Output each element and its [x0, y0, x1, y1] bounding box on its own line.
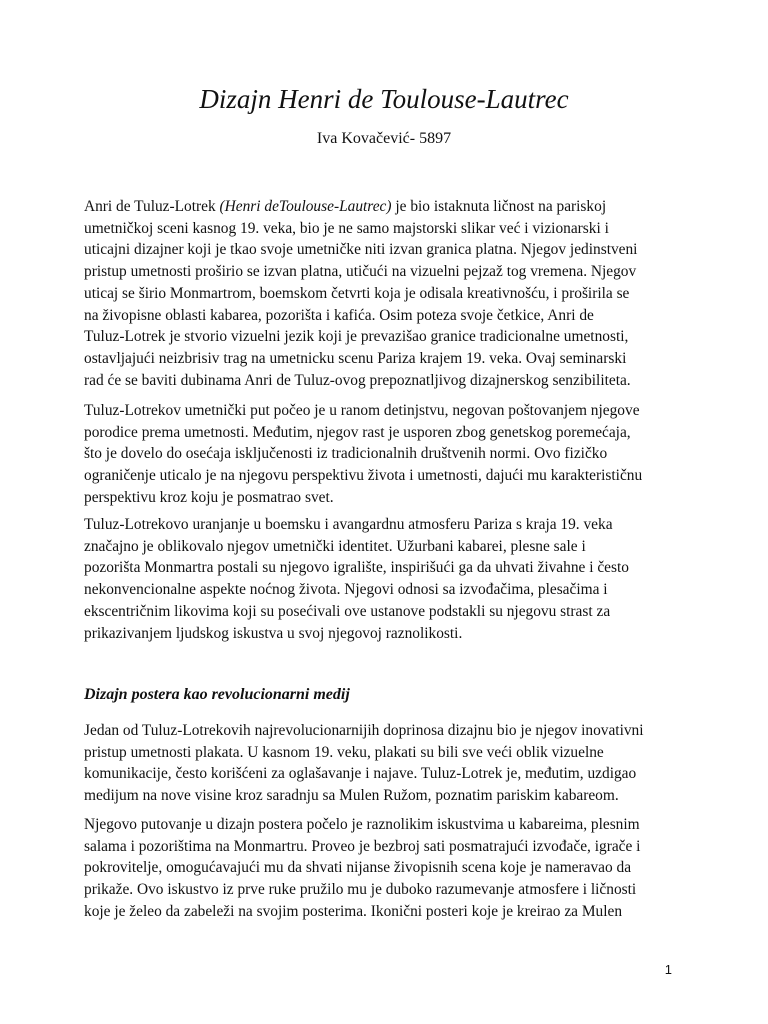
text-line: ostavljajući neizbrisiv trag na umetnicku scenu Pariza krajem 19. veka. Ovaj seminarski — [84, 349, 627, 367]
text-line: ograničenje uticalo je na njegovu perspektivu života i umetnosti, dajući mu karakterističnu — [84, 467, 643, 485]
page-number: 1 — [664, 962, 672, 977]
paragraph-poster-design — [84, 720, 686, 807]
text-line: komunikacije, često korišćeni za oglašavanje i najave. Tuluz-Lotrek je, međutim, uzdigao — [84, 765, 637, 783]
text-line: Anri de Tuluz-Lotrek (Henri deToulouse-Lautrec) je bio istaknuta ličnost na pariskoj — [84, 198, 607, 215]
section-heading: Dizajn postera kao revolucionarni medij — [84, 686, 350, 703]
text-line: porodice prema umetnosti. Međutim, njegov rast je usporen zbog genetskog poremećaja, — [84, 423, 631, 441]
text-line: prikaže. Ovo iskustvo iz prve ruke pružilo mu je duboko razumevanje atmosfere i ličnosti — [84, 881, 637, 899]
text-line: salama i pozorištima na Monmartru. Proveo je bezbroj sati posmatrajući izvođače, igrače i — [84, 837, 641, 855]
text-line: na živopisne oblasti kabarea, pozorišta i kafića. Osim poteza svoje četkice, Anri de — [84, 306, 594, 324]
text-line: što je dovelo do osećaja isključenosti iz tradicionalnih društvenih normi. Ovo fizičko — [84, 445, 608, 463]
text-line: Tuluz-Lotrekovo uranjanje u boemsku i avangardnu atmosferu Pariza s kraja 19. veka — [84, 516, 613, 533]
text-line: perspektivu kroz koju je posmatrao svet. — [84, 488, 334, 506]
text-line: Tuluz-Lotrekov umetnički put počeo je u ranom detinjstvu, negovan poštovanjem njegove — [84, 402, 640, 419]
text-line: uticajni dizajner koji je tkao svoje umetničke niti izvan granica platna. Njegov jedinstveni — [84, 241, 638, 259]
text-line: Njegovo putovanje u dizajn postera počelo je raznolikim iskustvima u kabareima, plesnim — [84, 816, 640, 833]
text-line: pristup umetnosti proširio se izvan platna, utičući na vizuelni pejzaž tog vremena. Njegov — [84, 263, 637, 281]
paragraph-early-life — [84, 400, 686, 509]
text-line: koje je želeo da zabeleži na svojim posterima. Ikonični posteri koje je kreirao za Mulen — [84, 902, 623, 920]
paragraph-intro — [84, 196, 686, 391]
text-line: pristup umetnosti plakata. U kasnom 19. veku, plakati su bili sve veći oblik vizuelne — [84, 743, 604, 761]
document-title: Dizajn Henri de Toulouse-Lautrec — [199, 84, 569, 114]
paragraph-bohemian-paris — [84, 514, 686, 644]
text-line: značajno je oblikovalo njegov umetnički identitet. Užurbani kabarei, plesne sale i — [84, 537, 586, 555]
author-line: Iva Kovačević- 5897 — [316, 130, 452, 147]
text-line: medijum na nove visine kroz saradnju sa Mulen Ružom, poznatim pariskim kabareom. — [84, 787, 619, 805]
text-line: umetničkoj sceni kasnog 19. veka, bio je ne samo majstorski slikar već i vizionarski i — [84, 219, 609, 237]
text-line: ekscentričnim likovima koji su posećivali ove ustanove podstakli su njegovu strast za — [84, 602, 611, 620]
text-line: Tuluz-Lotrek je stvorio vizuelni jezik koji je prevazišao granice tradicionalne umetnosti, — [84, 328, 629, 346]
paragraph-poster-journey — [84, 814, 686, 923]
text-line: Jedan od Tuluz-Lotrekovih najrevolucionarnijih doprinosa dizajnu bio je njegov inovativni — [84, 722, 644, 739]
text-line: prikazivanjem ljudskog iskustva u svoj njegovoj raznolikosti. — [84, 624, 463, 642]
text-line: pokrovitelje, omogućavajući mu da shvati nijanse živopisnih scena koje je nameravao da — [84, 859, 632, 877]
text-line: uticaj se širio Monmartrom, boemskom četvrti koja je odisala kreativnošću, i proširila se — [84, 284, 630, 302]
text-line: pozorišta Monmartra postali su njegovo igralište, inspirišući ga da uhvati živahne i često — [84, 559, 629, 577]
text-line: nekonvencionalne aspekte noćnog života. Njegovi odnosi sa izvođačima, plesačima i — [84, 581, 608, 599]
text-line: rad će se baviti dubinama Anri de Tuluz-ovog prepoznatljivog dizajnerskog senzibiliteta. — [84, 371, 631, 389]
